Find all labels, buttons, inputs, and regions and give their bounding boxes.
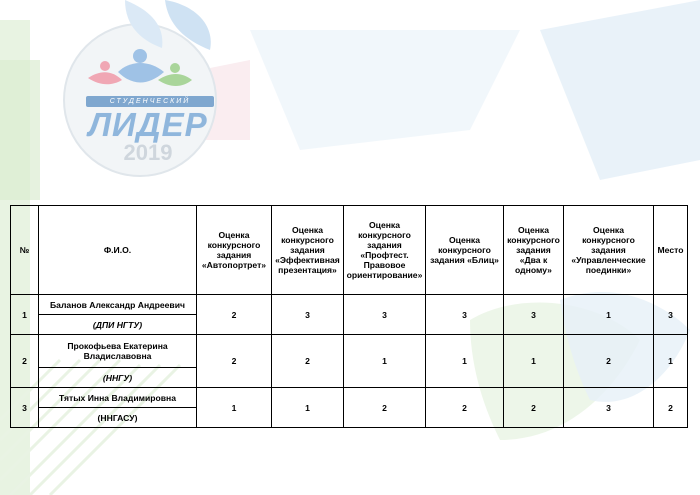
table-row — [11, 295, 688, 315]
participant-name: Тятых Инна Владимировна — [39, 388, 197, 408]
score-task-1: 2 — [197, 295, 272, 335]
score-task-5: 2 — [504, 388, 564, 428]
score-task-4: 3 — [426, 295, 504, 335]
header-task-6: Оценка конкурсного задания «Управленческие поединки» — [564, 206, 654, 295]
results-table — [10, 205, 688, 428]
header-task-5: Оценка конкурсного задания «Два к одному» — [504, 206, 564, 295]
score-task-2: 1 — [272, 388, 344, 428]
header-fio: Ф.И.О. — [39, 206, 197, 295]
participant-org: (ДПИ НГТУ) — [39, 315, 197, 335]
row-num: 2 — [11, 335, 39, 388]
header-row — [11, 206, 688, 295]
table-row — [11, 388, 688, 408]
bg-blue-shape-center — [250, 30, 520, 150]
header-task-2: Оценка конкурсного задания «Эффективная презентация» — [272, 206, 344, 295]
header-task-1: Оценка конкурсного задания «Автопортрет» — [197, 206, 272, 295]
participant-org: (ННГАСУ) — [39, 408, 197, 428]
score-task-1: 2 — [197, 335, 272, 388]
bg-blue-shape-right — [540, 0, 700, 180]
participant-name: Баланов Александр Андреевич — [39, 295, 197, 315]
logo-title: ЛИДЕР — [88, 106, 208, 143]
score-task-2: 2 — [272, 335, 344, 388]
score-task-3: 2 — [344, 388, 426, 428]
score-task-6: 2 — [564, 335, 654, 388]
header-task-4: Оценка конкурсного задания «Блиц» — [426, 206, 504, 295]
place: 3 — [654, 295, 688, 335]
score-task-4: 2 — [426, 388, 504, 428]
logo-subtitle: СТУДЕНЧЕСКИЙ — [86, 96, 214, 107]
header-task-3: Оценка конкурсного задания «Профтест. Правовое ориентирование» — [344, 206, 426, 295]
row-num: 1 — [11, 295, 39, 335]
place: 1 — [654, 335, 688, 388]
score-task-6: 1 — [564, 295, 654, 335]
score-task-4: 1 — [426, 335, 504, 388]
score-task-3: 1 — [344, 335, 426, 388]
row-num: 3 — [11, 388, 39, 428]
participant-org: (ННГУ) — [39, 368, 197, 388]
header-num: № — [11, 206, 39, 295]
score-task-3: 3 — [344, 295, 426, 335]
participant-name: Прокофьева Екатерина Владиславовна — [39, 335, 197, 368]
logo-year: 2019 — [123, 140, 173, 165]
score-task-5: 1 — [504, 335, 564, 388]
table-row — [11, 335, 688, 368]
score-task-1: 1 — [197, 388, 272, 428]
place: 2 — [654, 388, 688, 428]
header-place: Место — [654, 206, 688, 295]
score-task-5: 3 — [504, 295, 564, 335]
logo — [30, 0, 270, 185]
score-task-6: 3 — [564, 388, 654, 428]
score-task-2: 3 — [272, 295, 344, 335]
